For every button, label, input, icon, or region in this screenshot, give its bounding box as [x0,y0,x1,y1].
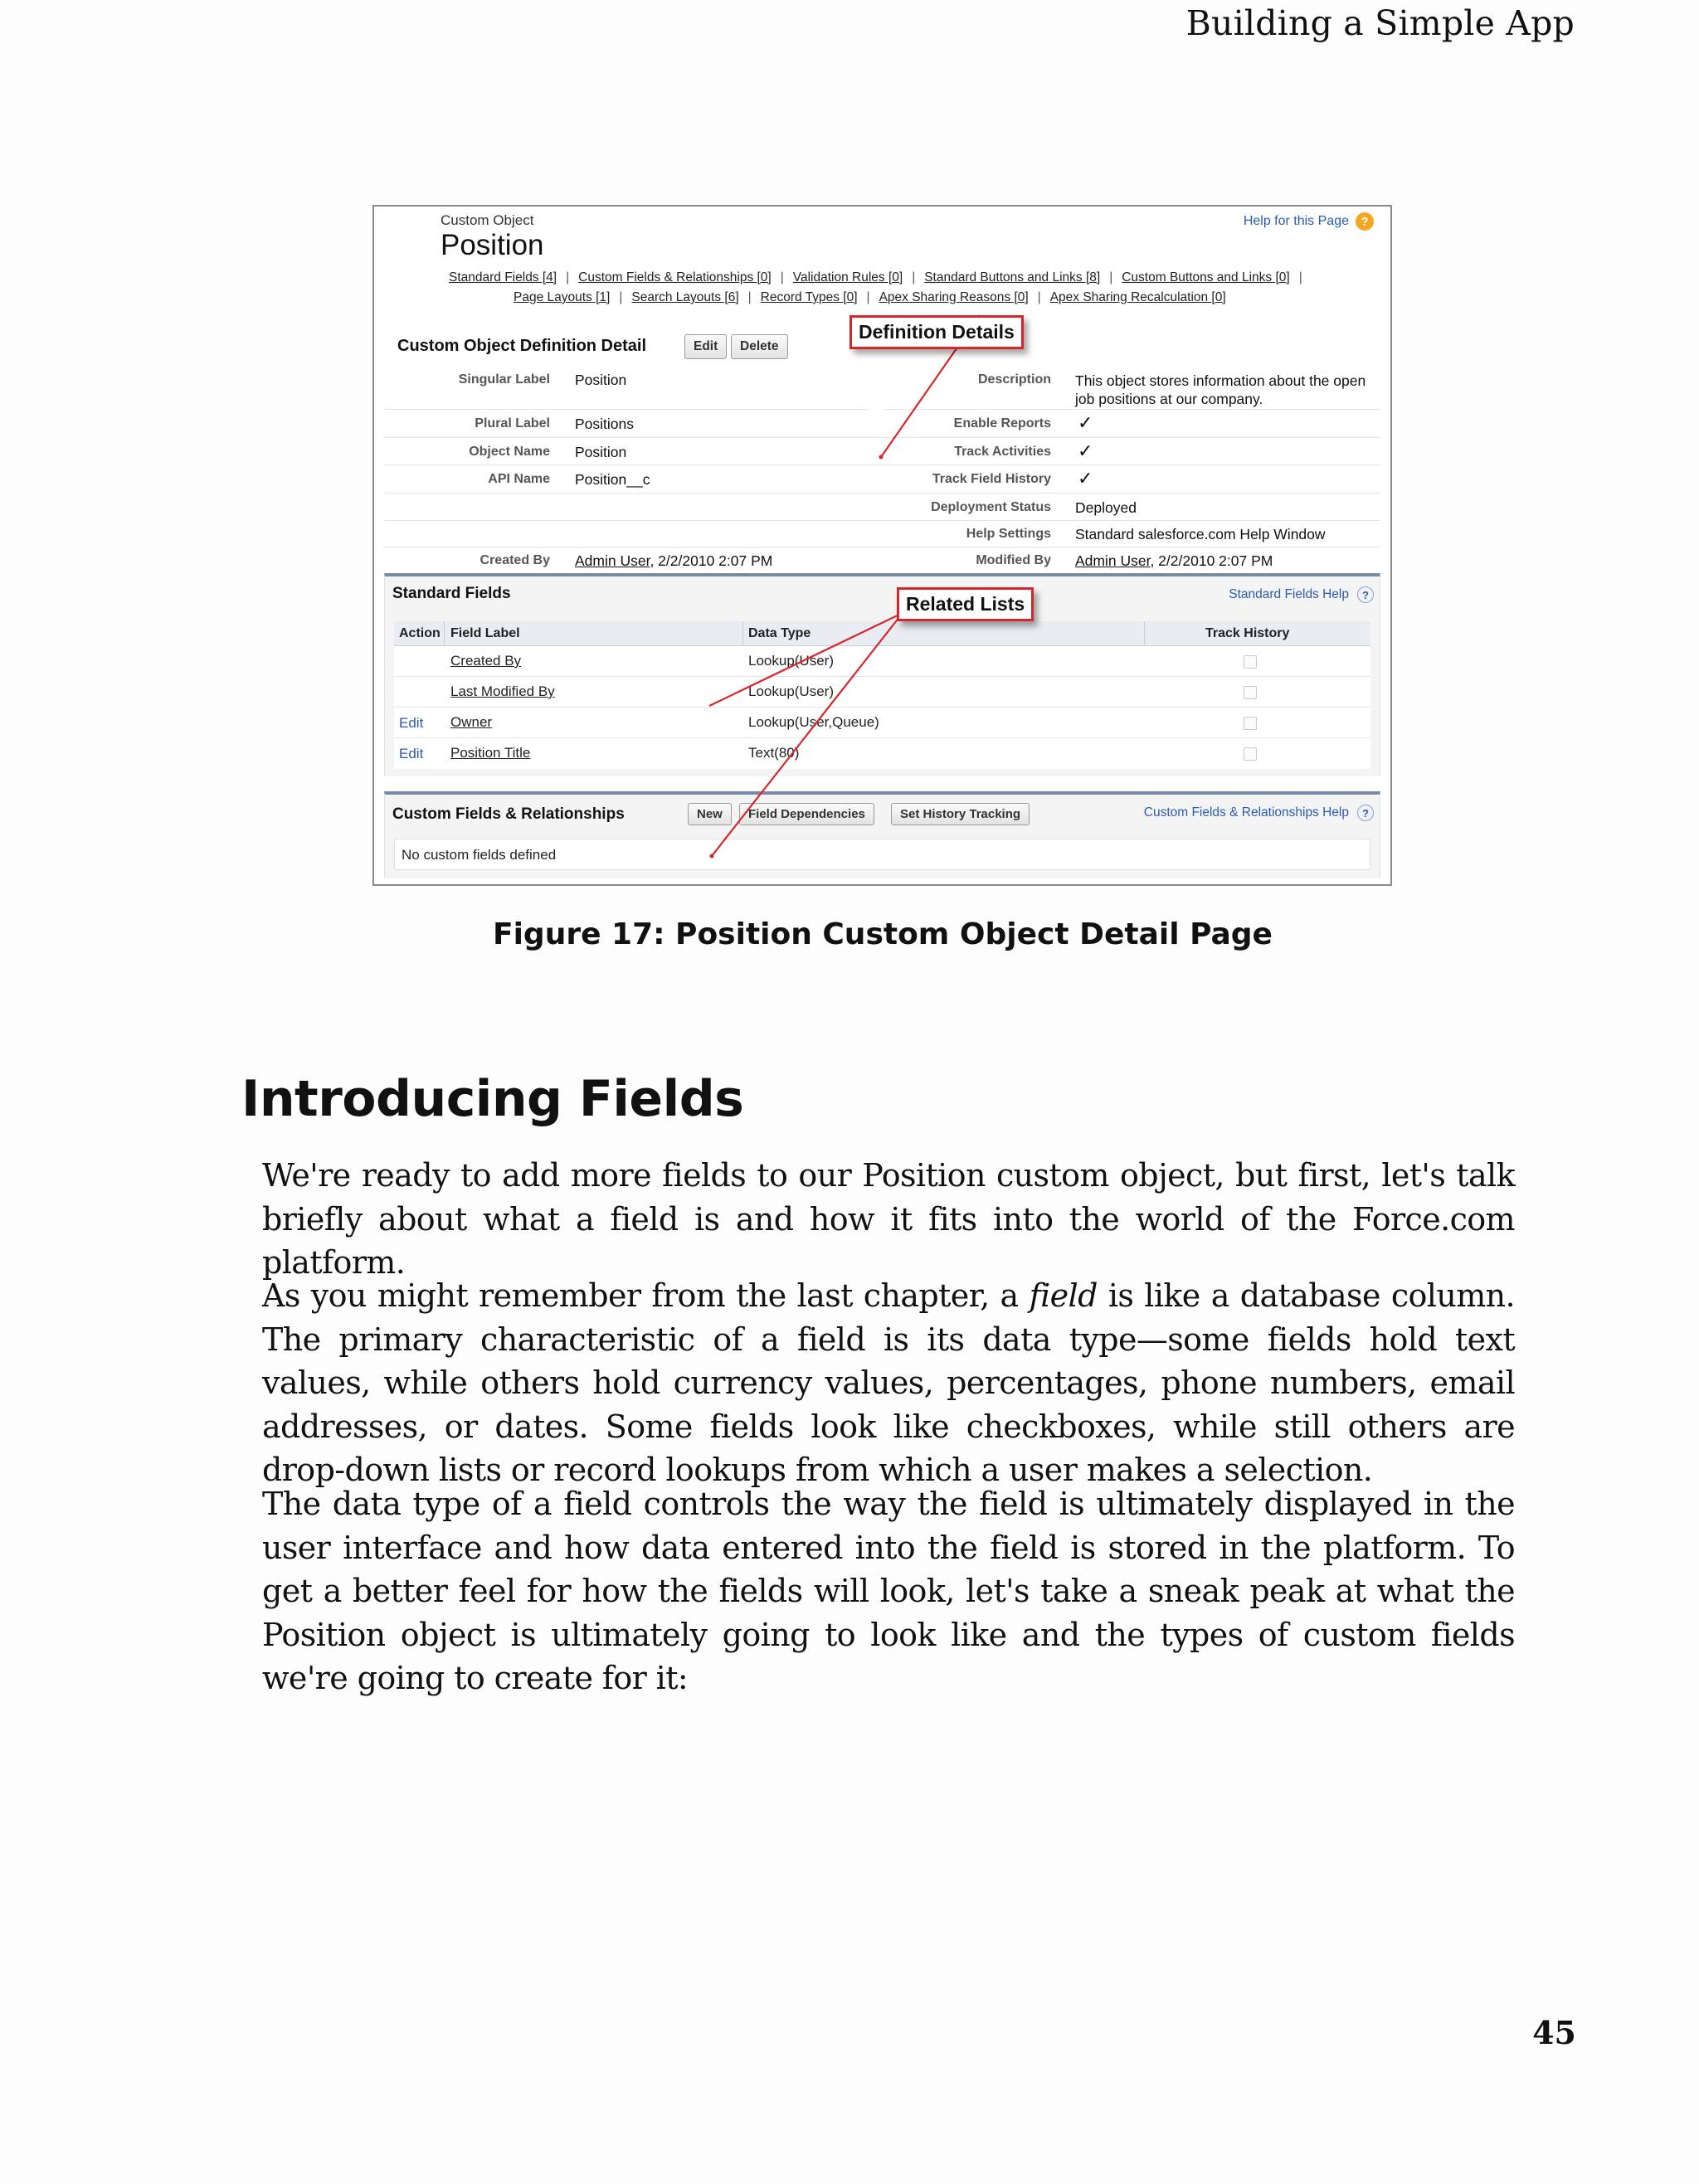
field-owner-link[interactable]: Owner [450,714,493,730]
col-field-label: Field Label [450,626,520,640]
figure-caption: Figure 17: Position Custom Object Detail Page [493,917,1273,951]
paragraph-1: We're ready to add more fields to our Position custom object, but first, let's talk briefly about what a field is and how it fits into the world of the Force.com platform. [262,1157,1515,1281]
plural-label-label: Plural Label [475,416,550,430]
link-custom-fields[interactable]: Custom Fields & Relationships [0] [578,270,772,285]
link-separator: | [747,290,752,304]
link-apex-sharing-reasons[interactable]: Apex Sharing Reasons [0] [879,290,1029,304]
running-header: Building a Simple App [1185,3,1575,43]
object-kicker: Custom Object [441,212,534,228]
link-separator: | [1037,290,1041,304]
field-position-title-link[interactable]: Position Title [450,745,531,761]
figure-screenshot [372,205,1392,886]
delete-button[interactable]: Delete [731,334,788,359]
edit-position-title-link[interactable]: Edit [399,746,424,761]
paragraph-2-emphasis: field [1029,1277,1098,1314]
edit-button[interactable]: Edit [684,334,727,359]
help-icon: ? [1356,212,1374,231]
paragraph-3: The data type of a field controls the way the field is ultimately displayed in the user interface and how data entered into the field is stored in the platform. To get a better feel for how the fields will look, let's take a sneak peak at what the Position object is ultimately going to look like and the types of custom fields we're going to create for it: [262,1486,1515,1696]
link-separator: | [780,270,784,285]
arrow-related-lists-1 [709,613,903,706]
data-type-value: Lookup(User) [748,653,834,669]
col-track-history: Track History [1205,626,1290,640]
col-action: Action [399,626,441,640]
api-name-value: Position__c [575,471,650,488]
field-dependencies-button[interactable]: Field Dependencies [739,803,874,825]
callout-definition-details: Definition Details [850,315,1024,349]
col-data-type: Data Type [748,626,811,640]
help-for-page-label: Help for this Page [1243,214,1349,228]
api-name-label: API Name [488,472,550,486]
link-separator: | [912,270,916,285]
link-apex-sharing-recalc[interactable]: Apex Sharing Recalculation [0] [1049,290,1226,304]
description-value: This object stores information about the open job positions at our company. [1075,372,1366,407]
track-field-history-check-icon: ✓ [1078,468,1093,489]
plural-label-value: Positions [575,416,635,432]
link-separator: | [1109,270,1113,285]
page-number: 45 [1532,2014,1576,2051]
new-field-button[interactable]: New [688,803,732,825]
link-separator: | [866,290,870,304]
paragraph-2-rest: is like a database column. The primary characteristic of a field is its data type—some fields hold text values, while others hold currency values, percentages, phone numbers, email addresses, or dates. Some fields look like checkboxes, while still others are drop-down lists or record lookups from which a user makes a selection. [262,1277,1516,1488]
enable-reports-check-icon: ✓ [1078,412,1093,433]
section-heading: Introducing Fields [241,1070,744,1128]
link-search-layouts[interactable]: Search Layouts [6] [631,290,739,304]
set-history-tracking-button[interactable]: Set History Tracking [891,803,1030,825]
link-separator: | [1298,270,1302,285]
deployment-status-value: Deployed [1075,499,1137,516]
created-by-user-link[interactable]: Admin User [575,552,650,569]
field-created-by-link[interactable]: Created By [450,653,522,669]
link-separator: | [619,290,623,304]
data-type-value: Lookup(User,Queue) [748,714,879,730]
modified-by-date: , 2/2/2010 2:07 PM [1150,552,1273,569]
link-record-types[interactable]: Record Types [0] [760,290,858,304]
definition-section-title: Custom Object Definition Detail [397,337,647,355]
created-by-date: , 2/2/2010 2:07 PM [650,552,773,569]
link-custom-buttons[interactable]: Custom Buttons and Links [0] [1122,270,1290,285]
track-field-history-label: Track Field History [932,472,1051,486]
modified-by-user-link[interactable]: Admin User [1075,552,1151,569]
singular-label-label: Singular Label [458,372,550,387]
custom-fields-help-icon: ? [1357,805,1374,821]
standard-fields-title: Standard Fields [392,585,511,602]
object-title: Position [441,229,544,261]
link-standard-fields[interactable]: Standard Fields [4] [449,270,557,285]
arrow-related-lists-2 [712,613,903,856]
singular-label-value: Position [575,372,627,388]
object-name-label: Object Name [469,445,550,459]
link-validation-rules[interactable]: Validation Rules [0] [792,270,903,285]
data-type-value: Text(80) [748,745,800,761]
custom-fields-help-label: Custom Fields & Relationships Help [1143,805,1349,820]
object-name-value: Position [575,444,627,460]
track-activities-check-icon: ✓ [1078,440,1093,461]
arrow-head-dot [710,854,714,859]
standard-fields-help-icon: ? [1357,586,1374,603]
deployment-status-label: Deployment Status [931,500,1051,514]
help-settings-label: Help Settings [966,527,1051,541]
enable-reports-label: Enable Reports [953,416,1051,430]
edit-owner-link[interactable]: Edit [399,715,424,731]
standard-fields-help-label: Standard Fields Help [1229,587,1349,601]
arrow-head-dot [879,455,884,460]
help-settings-value: Standard salesforce.com Help Window [1075,526,1326,542]
custom-fields-empty-text: No custom fields defined [402,847,557,863]
link-separator: | [566,270,570,285]
track-activities-label: Track Activities [954,445,1051,459]
custom-fields-title: Custom Fields & Relationships [392,805,625,823]
callout-related-lists: Related Lists [897,587,1034,621]
field-last-modified-by-link[interactable]: Last Modified By [450,683,555,699]
created-by-label: Created By [480,553,550,567]
link-page-layouts[interactable]: Page Layouts [1] [514,290,611,304]
description-label: Description [977,372,1051,387]
annotation-arrows [374,207,1392,886]
paragraph-2-start: As you might remember from the last chapter, a [262,1277,1030,1314]
paragraph-2 [262,1274,1515,1492]
modified-by-label: Modified By [976,553,1051,567]
data-type-value: Lookup(User) [748,683,834,699]
link-standard-buttons[interactable]: Standard Buttons and Links [8] [924,270,1101,285]
